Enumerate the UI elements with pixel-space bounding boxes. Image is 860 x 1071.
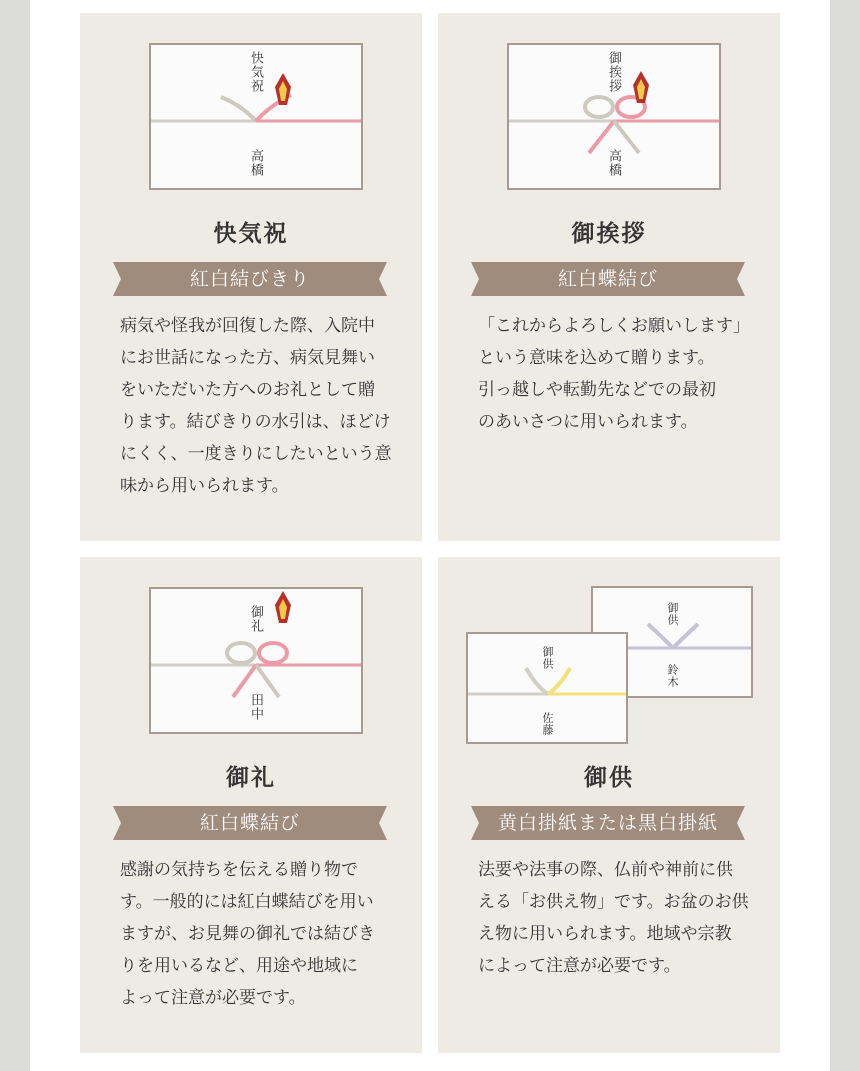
- description-line: 「これからよろしくお願いします」: [478, 316, 750, 336]
- noshi-lower-text: 佐藤: [541, 712, 554, 736]
- description-line: のあいさつに用いられます。: [478, 412, 698, 432]
- description-line: す。一般的には紅白蝶結びを用い: [120, 892, 374, 912]
- card-kaikiiwai: [80, 13, 422, 541]
- noshi-upper-text: 快気祝: [248, 51, 263, 93]
- description-line: える「お供え物」です。お盆のお供: [478, 892, 749, 912]
- card-title: 御供: [584, 765, 634, 791]
- mizuhiki-ribbon: [113, 806, 387, 840]
- card-description: [478, 310, 753, 438]
- description-line: にお世話になった方、病気見舞い: [120, 348, 375, 368]
- description-line: 味から用いられます。: [120, 476, 289, 496]
- card-description: [120, 310, 395, 502]
- mizuhiki-ribbon: [113, 262, 387, 296]
- noshi-lower-text: 高橋: [248, 149, 263, 177]
- noshi-image: [149, 587, 363, 734]
- noshi-lower-text: 高橋: [606, 149, 621, 177]
- description-line: え物に用いられます。地域や宗教: [478, 924, 732, 944]
- description-line: 病気や怪我が回復した際、入院中: [120, 316, 375, 336]
- description-line: という意味を込めて贈ります。: [478, 348, 715, 368]
- noshi-upper-text: 御供: [666, 602, 679, 626]
- description-line: にくく、一度きりにしたいという意: [120, 444, 392, 464]
- description-line: りを用いるなど、用途や地域に: [120, 956, 358, 976]
- ribbon-label: 紅白蝶結び: [557, 268, 658, 290]
- noshi-image: [149, 43, 363, 190]
- card-title: 御礼: [226, 765, 276, 791]
- ribbon-label: 紅白蝶結び: [199, 812, 300, 834]
- noshi-lower-text: 田中: [248, 693, 263, 721]
- noshi-upper-text: 御挨拶: [606, 51, 621, 93]
- card-title: 御挨拶: [571, 221, 647, 247]
- card-goaisatsu: [438, 13, 780, 541]
- ribbon-label: 紅白結びきり: [189, 268, 310, 290]
- card-orei: [80, 557, 422, 1053]
- noshi-image: [507, 43, 721, 190]
- card-description: [478, 854, 753, 982]
- description-line: ります。結びきりの水引は、ほどけ: [120, 412, 391, 432]
- noshi-lower-text: 鈴木: [666, 664, 679, 688]
- description-line: 感謝の気持ちを伝える贈り物で: [120, 860, 358, 880]
- mizuhiki-ribbon: [471, 262, 745, 296]
- description-line: によって注意が必要です。: [478, 956, 681, 976]
- description-line: 法要や法事の際、仏前や神前に供: [478, 860, 733, 880]
- description-line: よって注意が必要です。: [120, 988, 306, 1008]
- description-line: ますが、お見舞の御礼では結びき: [120, 924, 375, 944]
- noshi-image-front: [466, 632, 628, 744]
- card-okyou: [438, 557, 780, 1053]
- card-description: [120, 854, 395, 1014]
- noshi-ornament-icon: [275, 73, 291, 105]
- ribbon-label: 黄白掛紙または黒白掛紙: [497, 812, 718, 834]
- noshi-ornament-icon: [275, 591, 291, 623]
- card-title: 快気祝: [213, 221, 289, 247]
- noshi-upper-text: 御礼: [248, 605, 263, 633]
- mizuhiki-ribbon: [471, 806, 745, 840]
- noshi-upper-text: 御供: [541, 646, 554, 670]
- description-line: 引っ越しや転勤先などでの最初: [478, 380, 716, 400]
- description-line: をいただいた方へのお礼として贈: [120, 380, 375, 400]
